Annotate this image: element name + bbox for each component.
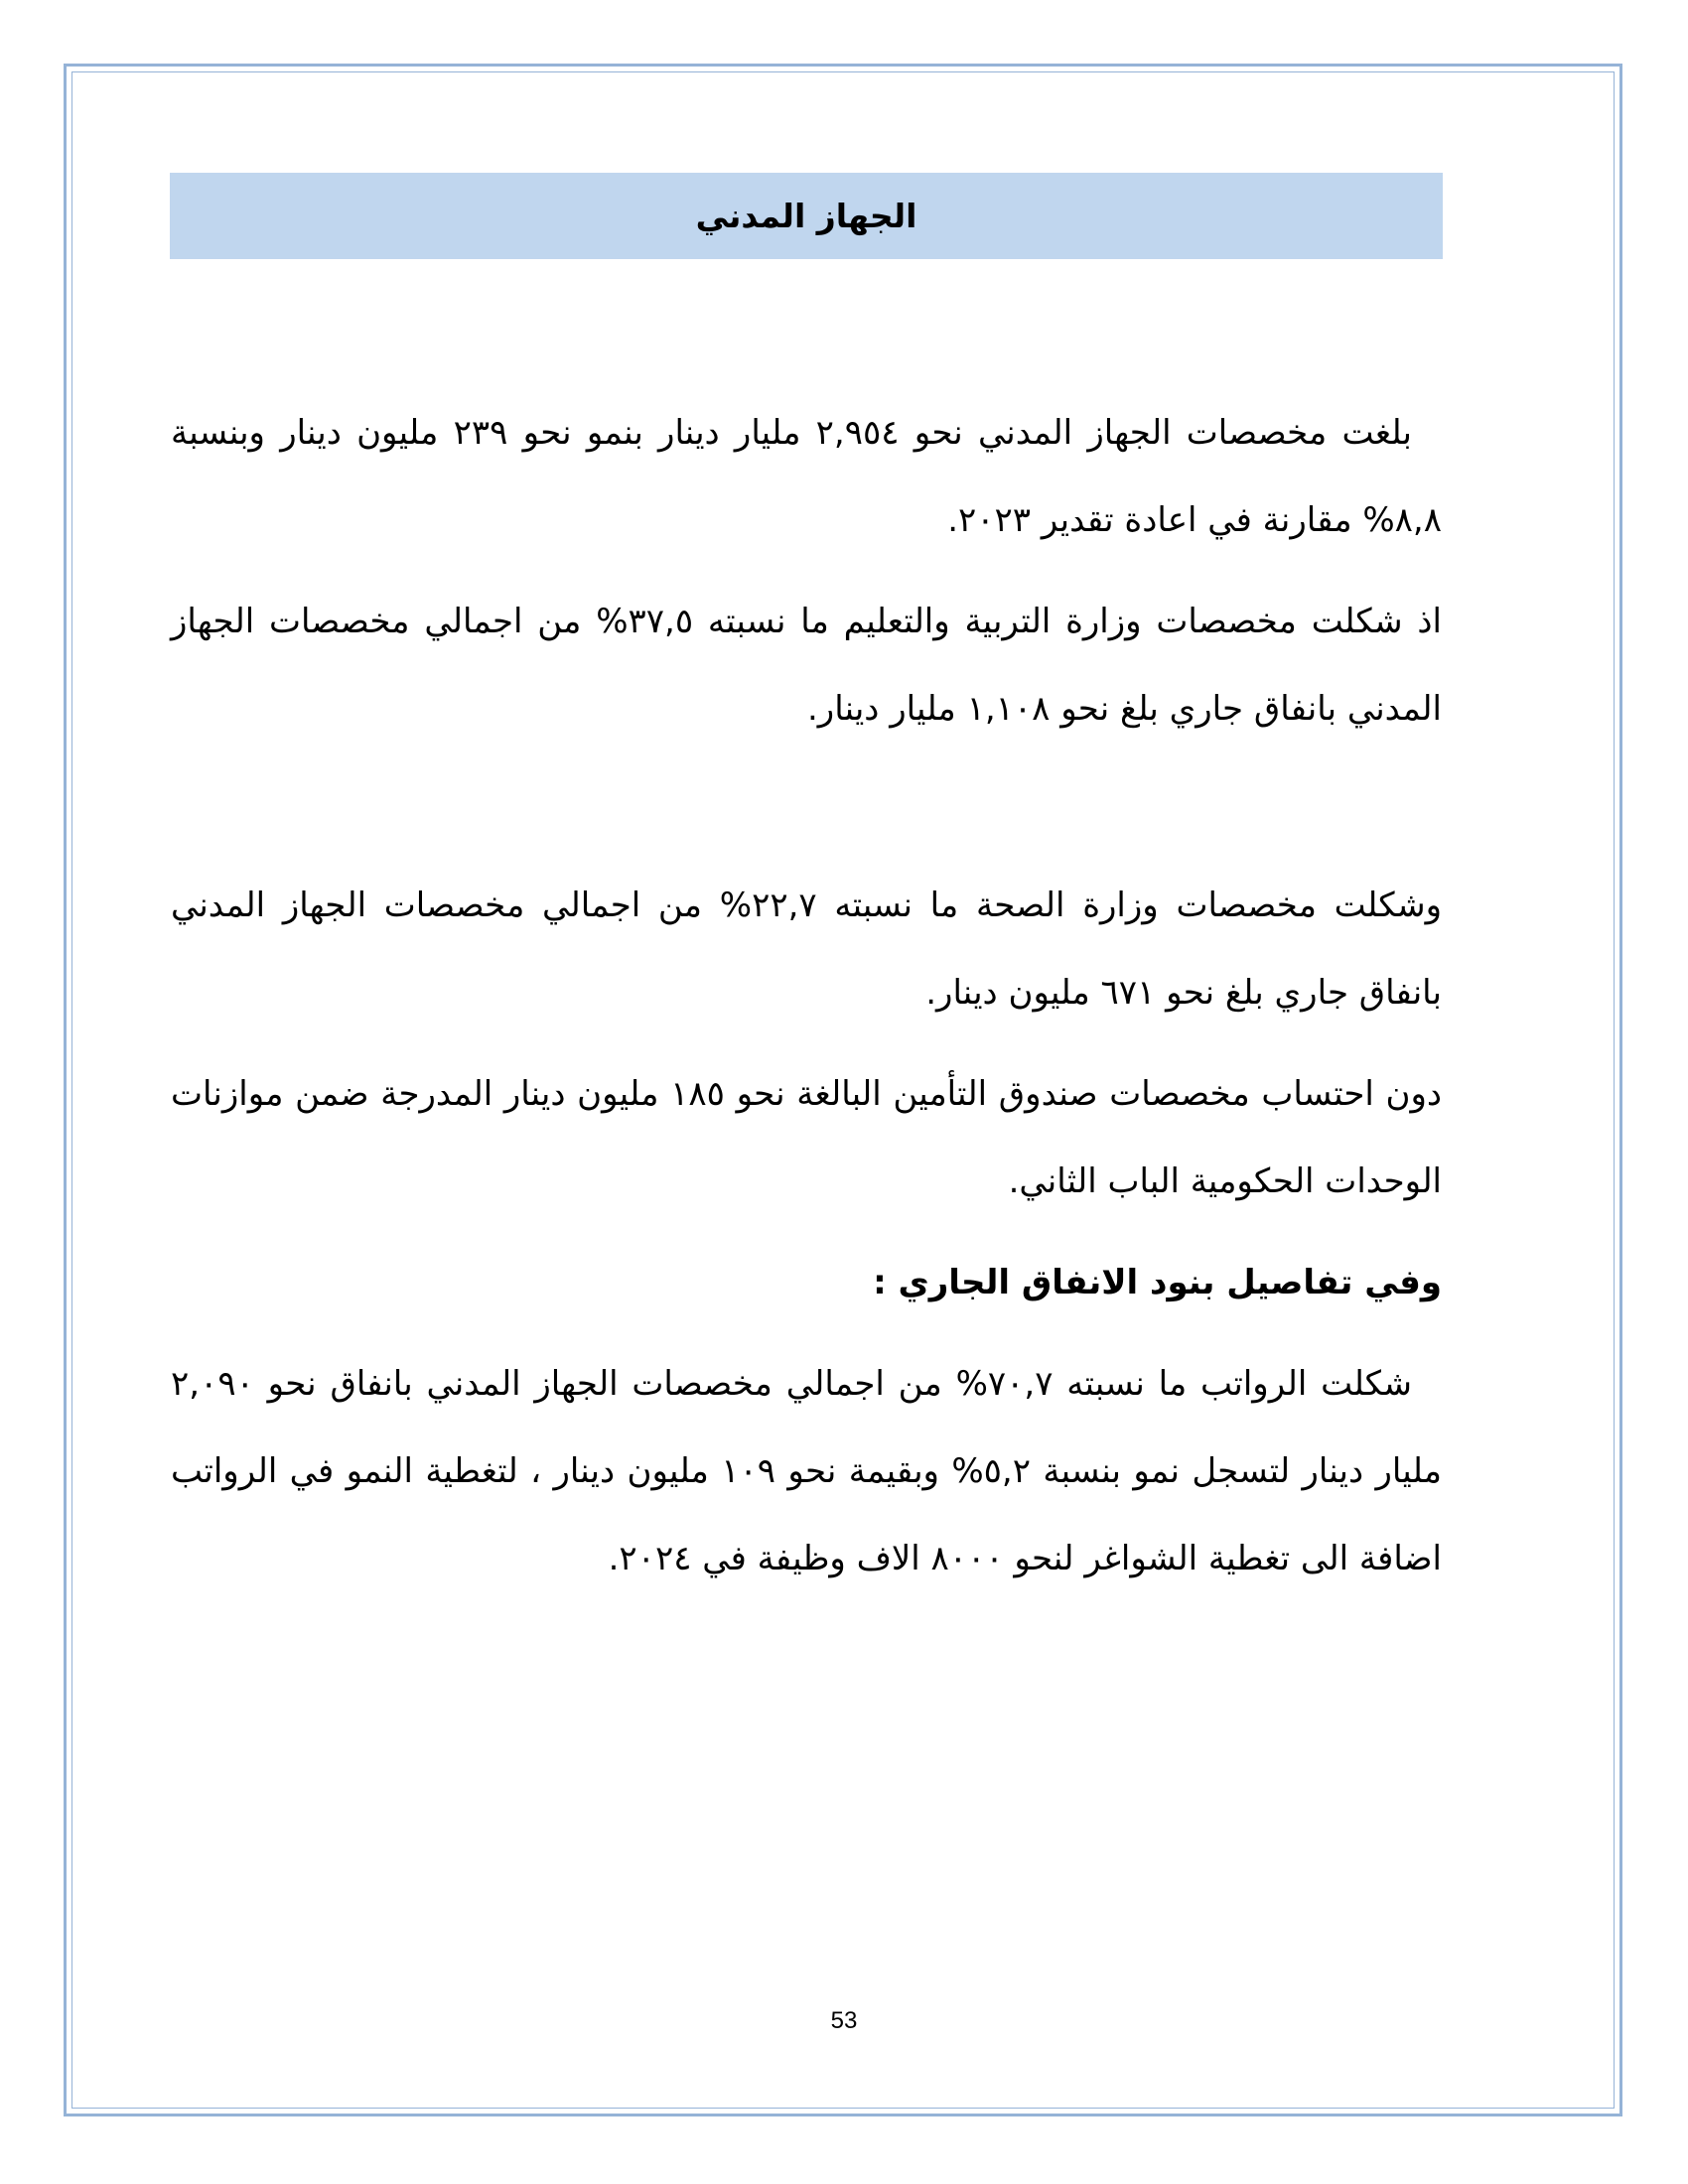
page-number: 53 <box>830 2007 858 2034</box>
paragraph-insurance-fund: دون احتساب مخصصات صندوق التأمين البالغة نحو ١٨٥ مليون دينار المدرجة ضمن موازنات الوحدات الحكومية الباب الثاني. <box>171 1074 1443 1201</box>
paragraph-salaries: شكلت الرواتب ما نسبته ٧٠,٧% من اجمالي مخصصات الجهاز المدني بانفاق نحو ٢,٠٩٠ مليار دينار لتسجل نمو بنسبة ٥,٢% وبقيمة نحو ١٠٩ مليون دينار ، لتغطية النمو في الرواتب اضافة الى تغطية الشواغر لنحو ٨٠٠٠ الاف وظيفة في ٢٠٢٤. <box>171 1364 1442 1578</box>
paragraph-health-share: وشكلت مخصصات وزارة الصحة ما نسبته ٢٢,٧% من اجمالي مخصصات الجهاز المدني بانفاق جاري بلغ نحو ٦٧١ مليون دينار. <box>171 886 1442 1013</box>
paragraph-civil-allocations: بلغت مخصصات الجهاز المدني نحو ٢,٩٥٤ مليار دينار بنمو نحو ٢٣٩ مليون دينار وبنسبة ٨,٨% مقارنة في اعادة تقدير ٢٠٢٣. <box>171 413 1442 540</box>
subheading-current-spending: وفي تفاصيل بنود الانفاق الجاري : <box>873 1263 1442 1302</box>
document-body <box>171 389 1442 1616</box>
section-title: الجهاز المدني <box>695 197 917 235</box>
paragraph-education-share: اذ شكلت مخصصات وزارة التربية والتعليم ما نسبته ٣٧,٥% من اجمالي مخصصات الجهاز المدني بانفاق جاري بلغ نحو ١,١٠٨ مليار دينار. <box>171 602 1442 729</box>
section-title-banner <box>170 173 1443 259</box>
